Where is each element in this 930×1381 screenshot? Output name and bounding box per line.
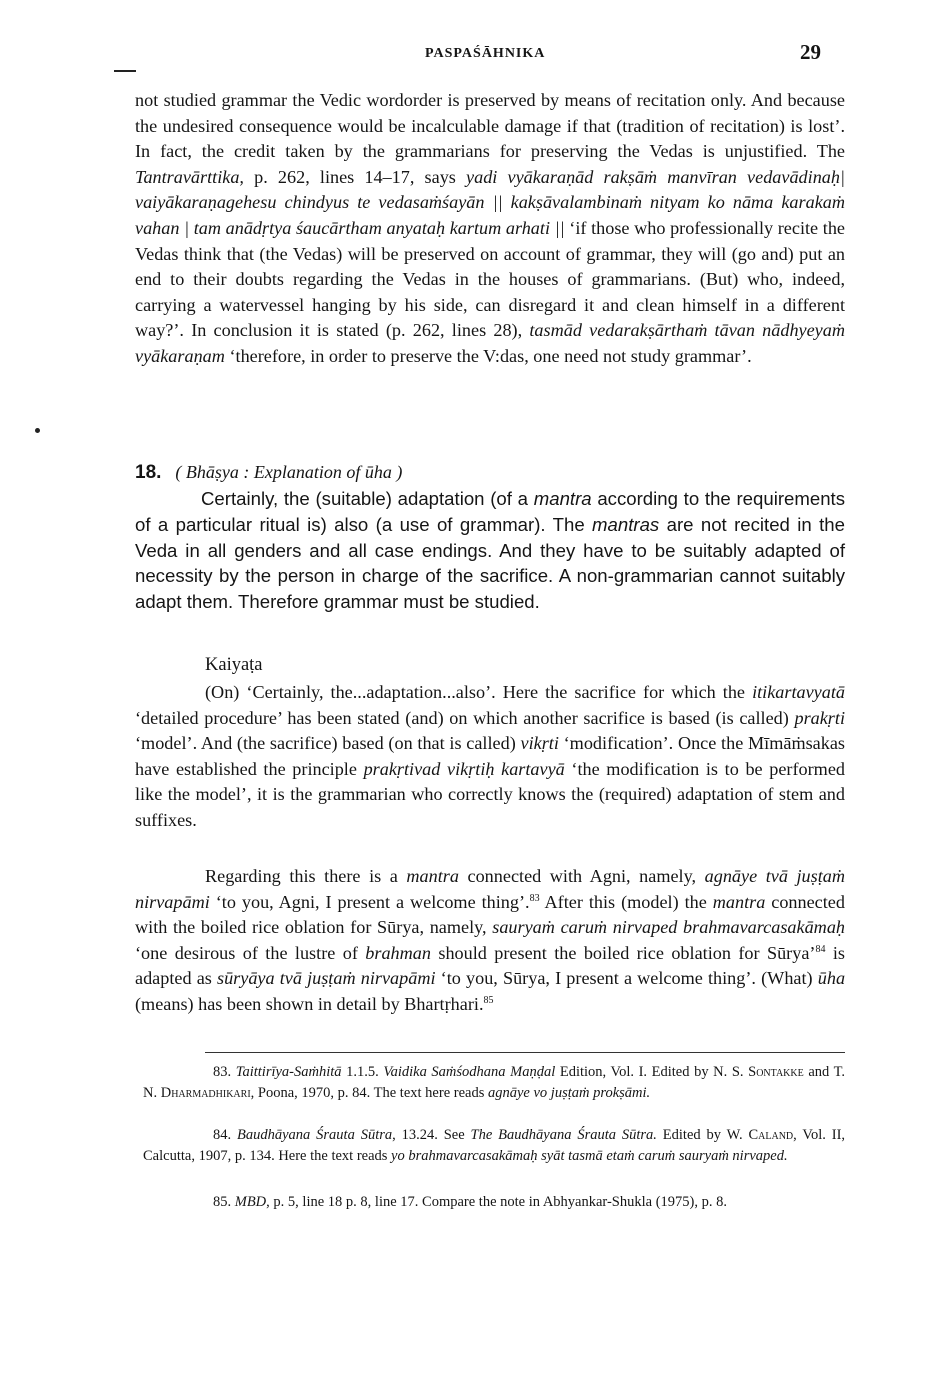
page-header (0, 40, 930, 70)
sanskrit-conclusion: tasmād vedarakṣārthaṁ tāvan nādhyeyaṁ vyākaraṇam (135, 320, 845, 366)
footnote-83: 83. Taittirīya-Saṁhitā 1.1.5. Vaidika Saṁśodhana Maṇḍal Edition, Vol. I. Edited by N. S. Sontakke and T. N. Dharmadhikari, Poona, 1970, p. 84. The text here reads agnāye vo juṣṭaṁ prokṣāmi. (143, 1064, 845, 1101)
footnote-85: 85. MBD, p. 5, line 18 p. 8, line 17. Compare the note in Abhyankar-Shukla (1975), p. 8. (213, 1194, 727, 1210)
paragraph-vedic-recitation: not studied grammar the Vedic wordorder is preserved by means of recitation only. And because the undesired consequence would be incalculable damage if that (tradition of recitation) is lost’. In fact, the credit taken by the grammarians for preserving the Vedas is unjustified. The Tantravārttika, p. 262, lines 14–17, says yadi vyākaraṇād rakṣāṁ manvīran vedavādinaḥ| vaiyākaraṇagehesu chindyus te vedasaṁśayān || kakṣāvalambinaṁ nityam ko nāma karakaṁ vahan | tam anādṛtya śaucārtham anyataḥ kartum arhati || ‘if those who professionally recite the Vedas think that (the Vedas) will be preserved on account of grammar, they will (go and) put an end to their doubts regarding the Vedas in the houses of grammarians. (But) who, indeed, carrying a watervessel hanging by his side, can disregard it and clean himself in a different way?’. In conclusion it is stated (p. 262, lines 28), tasmād vedarakṣārthaṁ tāvan nādhyeyaṁ vyākaraṇam ‘therefore, in order to preserve the V:das, one need not study grammar’. (135, 90, 845, 366)
paragraph-bhasya: Certainly, the (suitable) adaptation (of a mantra according to the requirements of a particular ritual is) also (a use of grammar). The mantras are not recited in the Veda in all genders and all case endings. And they have to be suitably adapted of necessity by the person in charge of the sacrifice. A non-grammarian cannot suitably adapt them. Therefore grammar must be studied. (135, 488, 846, 613)
kaiyata-heading: Kaiyaṭa (205, 655, 263, 675)
running-title: PASPAŚĀHNIKA (425, 46, 546, 61)
page-number: 29 (800, 40, 821, 64)
paragraph-kaiyata: (On) ‘Certainly, the...adaptation...also’. Here the sacrifice for which the itikartavyatā ‘detailed procedure’ has been stated (and) on which another sacrifice is based (is called) prakṛti ‘model’. And (the sacrifice) based (on that is called) vikṛti ‘modification’. Once the Mīmāṁsakas have established the principle prakṛtivad vikṛtiḥ kartavyā ‘the modification is to be performed like the model’, it is the grammarian who correctly knows the (required) adaptation of stem and suffixes. (135, 682, 845, 830)
footnote-ref-84[interactable]: 84 (815, 943, 826, 955)
footnote-rule (205, 1052, 845, 1053)
sanskrit-quote: yadi vyākaraṇād rakṣāṁ manvīran vedavādinaḥ| vaiyākaraṇagehesu chindyus te vedasaṁśayān || kakṣāvalambinaṁ nityam ko nāma karakaṁ vahan | tam anādṛtya śaucārtham anyataḥ kartum arhati || (135, 166, 845, 238)
term-tantravarttika: Tantravārttika, (135, 166, 244, 187)
paragraph-regarding: Regarding this there is a mantra connected with Agni, namely, agnāye tvā juṣṭaṁ nirvapāmi ‘to you, Agni, I present a welcome thing’.$^{83}$ After this (model) the mantra connected with the boiled rice oblation for Sūrya, namely, sauryaṁ caruṁ nirvaped brahmavarcasakāmaḥ ‘one desirous of the lustre of brahman should present the boiled rice oblation for Sūrya’$^{84}$ is adapted as sūryāya tvā juṣṭaṁ nirvapāmi ‘to you, Sūrya, I present a welcome thing’. (What) ūha (means) has been shown in detail by Bhartṛhari.$^{85}$ (135, 866, 846, 1014)
footnote-ref-85[interactable]: 85 (483, 994, 494, 1006)
scan-edge-mark (114, 70, 136, 72)
section-heading (135, 462, 402, 484)
footnote-ref-83[interactable]: 83 (529, 892, 540, 904)
scan-margin-dot (35, 428, 40, 433)
section-number: 18. (135, 462, 162, 483)
section-label: ( Bhāṣya : Explanation of ūha ) (175, 462, 403, 482)
footnote-84: 84. Baudhāyana Śrauta Sūtra, 13.24. See The Baudhāyana Śrauta Sūtra. Edited by W. Caland, Vol. II, Calcutta, 1907, p. 134. Here the text reads yo brahmavarcasakāmaḥ syāt tasmā etaṁ caruṁ sauryaṁ nirvaped. (143, 1127, 846, 1164)
